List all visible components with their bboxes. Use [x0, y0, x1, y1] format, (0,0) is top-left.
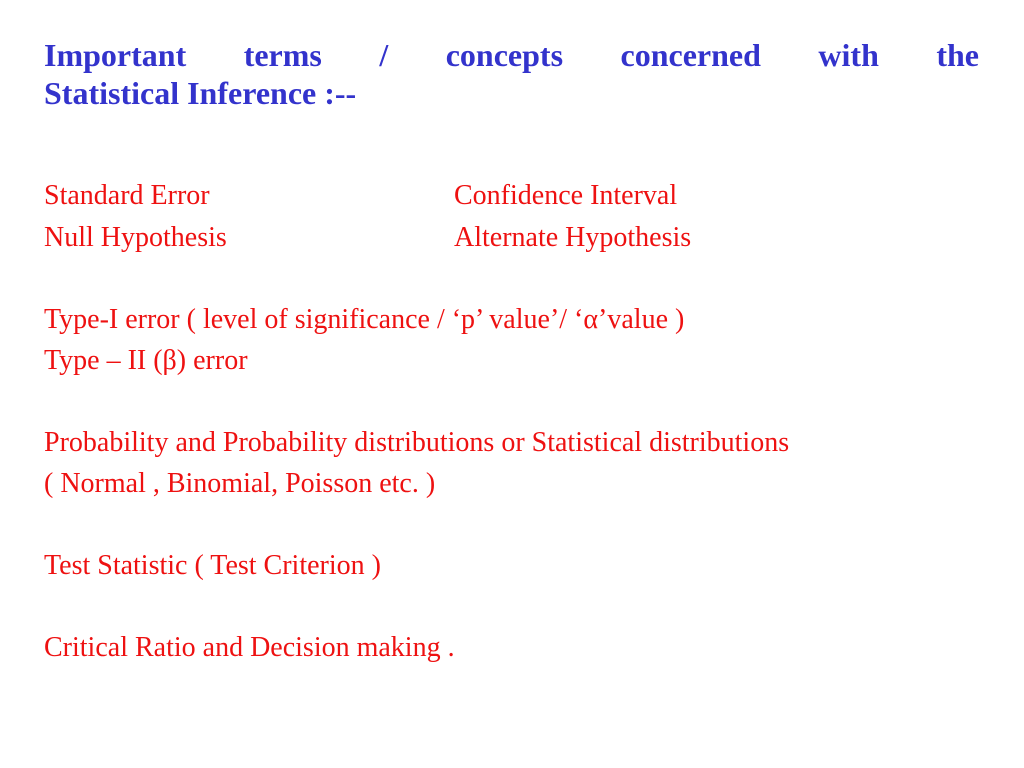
critical-ratio-term: Critical Ratio and Decision making . — [44, 632, 455, 663]
test-statistic-term: Test Statistic ( Test Criterion ) — [44, 550, 381, 581]
confidence-interval-term: Confidence Interval — [454, 180, 678, 211]
title-line-2: Statistical Inference :-- — [44, 75, 357, 111]
slide-title — [44, 36, 979, 112]
distributions-term: Probability and Probability distributions or Statistical distributions — [44, 427, 790, 458]
title-line-1: Important terms / concepts concerned with the — [44, 37, 979, 73]
standard-error-term: Standard Error — [44, 180, 210, 211]
null-hypothesis-term: Null Hypothesis — [44, 222, 227, 253]
type-two-error-term: Type – II (β) error — [44, 345, 248, 376]
distributions-examples: ( Normal , Binomial, Poisson etc. ) — [44, 468, 436, 499]
type-one-error-term: Type-I error ( level of significance / ‘p’ value’/ ‘α’value ) — [44, 304, 685, 335]
alternate-hypothesis-term: Alternate Hypothesis — [454, 222, 692, 253]
